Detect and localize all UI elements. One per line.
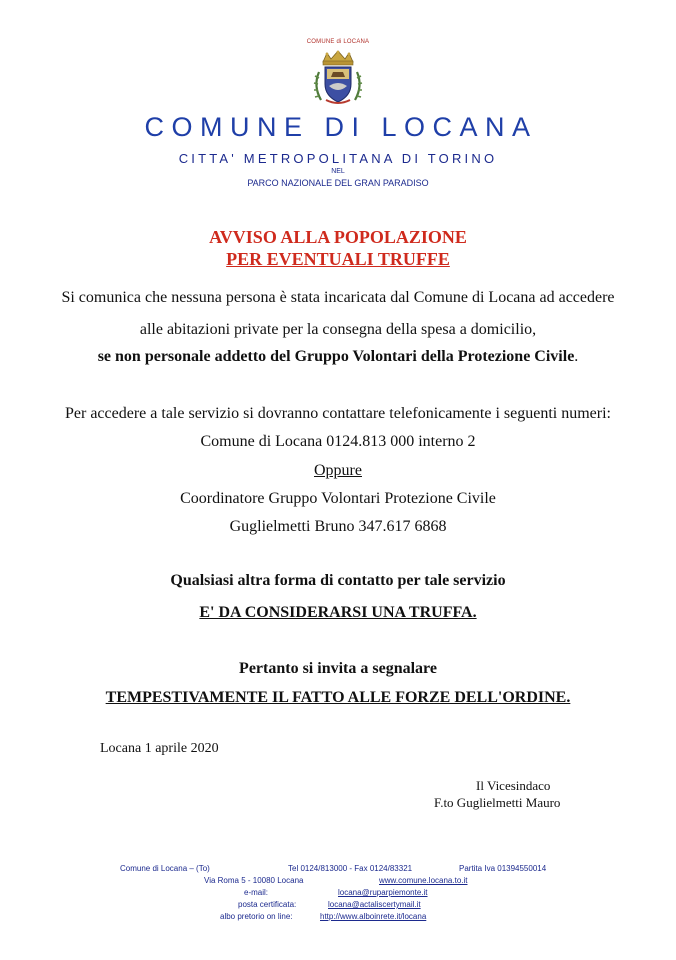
footer-albo-label: albo pretorio on line: [220,912,293,921]
footer-email-link[interactable]: locana@ruparpiemonte.it [338,888,428,897]
notice-heading-1: AVVISO ALLA POPOLAZIONE [209,227,467,247]
footer-tel-fax: Tel 0124/813000 - Fax 0124/83321 [288,864,413,873]
volunteers-sentence: se non personale addetto del Gruppo Volontari della Protezione Civile [97,348,575,365]
body-line-2: alle abitazioni private per la consegna della spesa a domicilio, [139,321,537,338]
footer-comune: Comune di Locana – (To) [120,864,210,873]
date-line: Locana 1 aprile 2020 [100,741,219,756]
body-line-1: Si comunica che nessuna persona è stata incaricata dal Comune di Locana ad accedere [61,289,615,306]
invite-line-1: Pertanto si invita a segnalare [239,660,437,677]
footer-vat: Partita Iva 01394550014 [459,864,547,873]
nel-label: NEL [331,168,345,175]
metropolitan-city: CITTA' METROPOLITANA DI TORINO [178,151,498,166]
oppure-label: Oppure [314,462,362,479]
warning-line-2: E' DA CONSIDERARSI UNA TRUFFA. [199,604,477,621]
contact-comune: Comune di Locana 0124.813 000 interno 2 [200,433,476,450]
footer-address: Via Roma 5 - 10080 Locana [204,876,304,885]
footer-albo-link[interactable]: http://www.alboinrete.it/locana [320,912,427,921]
municipal-crest-icon [309,50,367,106]
invite-line-2: TEMPESTIVAMENTE IL FATTO ALLE FORZE DELL'ORDINE. [105,689,571,706]
town-name: COMUNE DI LOCANA [144,112,538,142]
contact-coordinator-role: Coordinatore Gruppo Volontari Protezione Civile [180,490,496,507]
notice-heading-2: PER EVENTUALI TRUFFE [226,249,450,269]
crest-caption: COMUNE di LOCANA [306,39,370,45]
signature-role: Il Vicesindaco [476,778,551,793]
sentence-period: . [574,348,579,365]
contact-coordinator-name: Guglielmetti Bruno 347.617 6868 [229,518,447,535]
warning-line-1: Qualsiasi altra forma di contatto per tale servizio [170,572,506,589]
footer-website-link[interactable]: www.comune.locana.to.it [379,876,468,885]
footer-email-label: e-mail: [244,888,269,897]
signature-name: F.to Guglielmetti Mauro [434,795,561,810]
footer-pec-label: posta certificata: [238,900,297,909]
national-park-line: PARCO NAZIONALE DEL GRAN PARADISO [247,178,429,188]
contact-intro: Per accedere a tale servizio si dovranno contattare telefonicamente i seguenti numeri: [65,405,611,422]
body-line-3 [0,348,676,366]
footer-pec-link[interactable]: locana@actaliscertymail.it [328,900,421,909]
